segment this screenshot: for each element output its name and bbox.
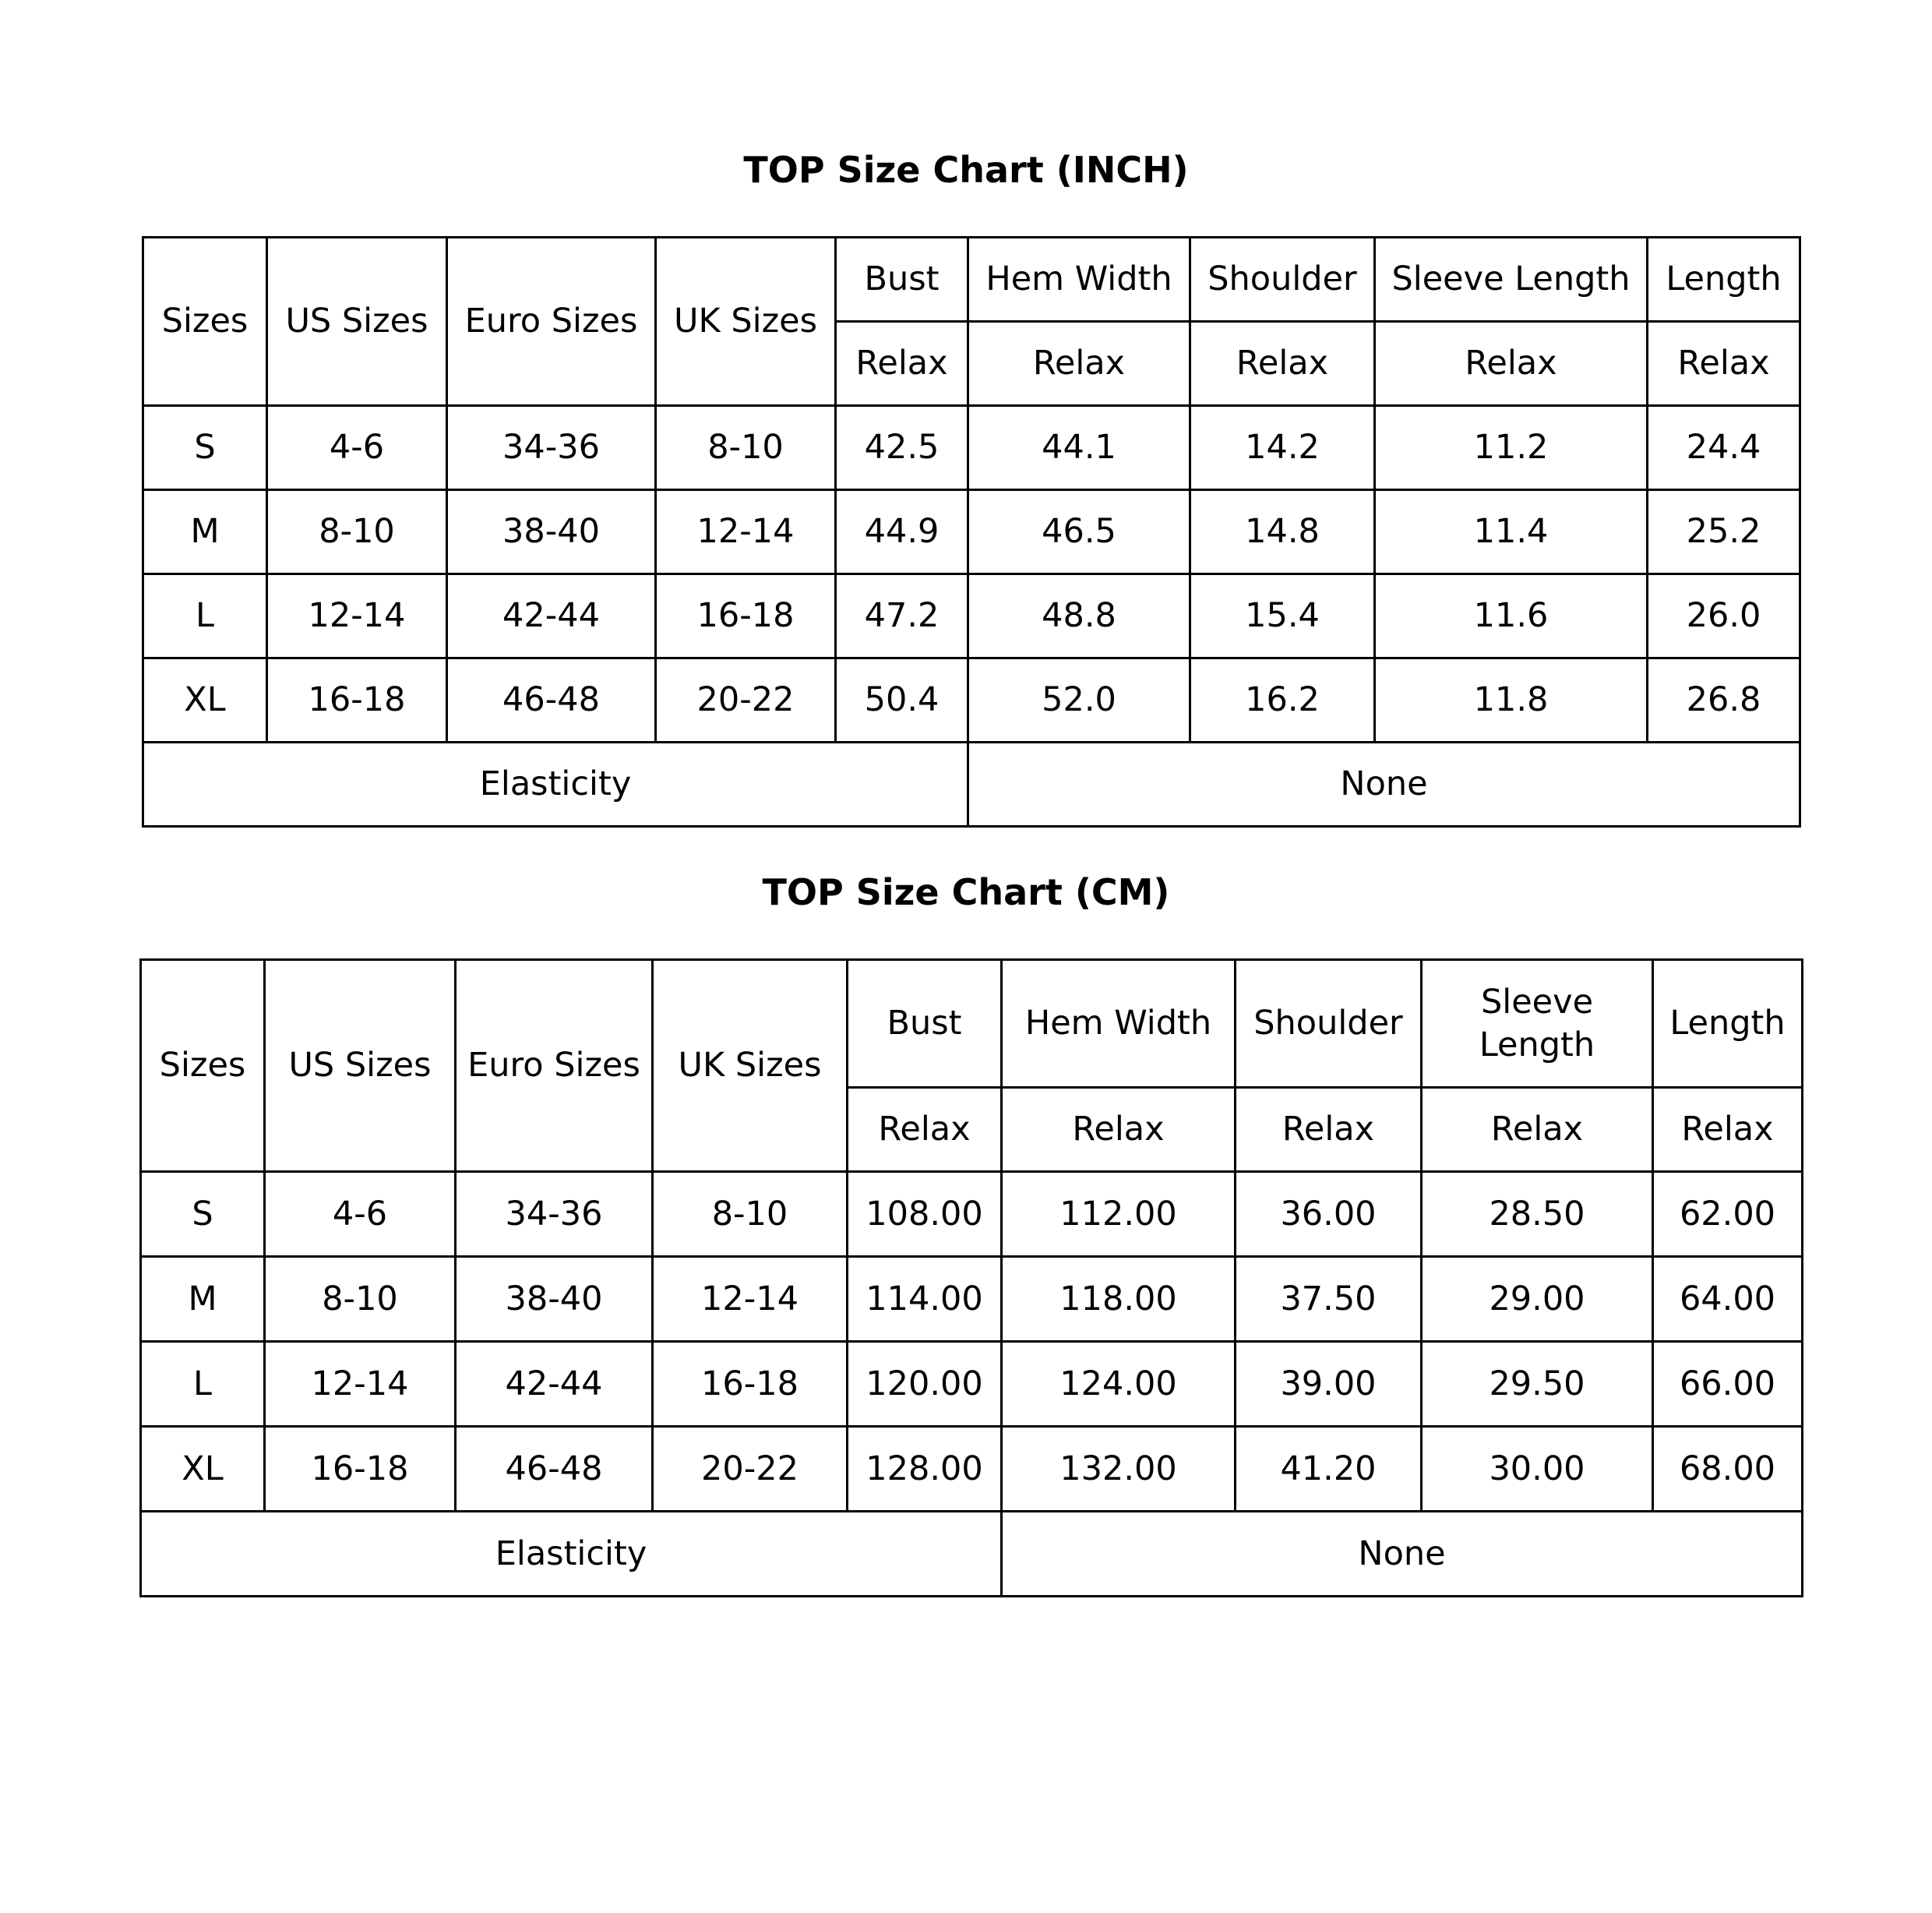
table-cell: 34-36 xyxy=(456,1172,653,1257)
table-row xyxy=(143,490,1800,574)
subheader-cell: Relax xyxy=(1648,322,1800,406)
table-cell: M xyxy=(141,1257,265,1342)
elasticity-label: Elasticity xyxy=(143,743,968,827)
table-cell: 8-10 xyxy=(267,490,447,574)
table-cell: 26.8 xyxy=(1648,658,1800,743)
table-cell: 42.5 xyxy=(836,406,968,490)
table-row xyxy=(141,1172,1803,1257)
table-cell: 124.00 xyxy=(1002,1342,1236,1427)
table-cell: 39.00 xyxy=(1236,1342,1422,1427)
table-cell: 26.0 xyxy=(1648,574,1800,658)
subheader-cell: Relax xyxy=(1236,1088,1422,1172)
table-cell: 14.8 xyxy=(1190,490,1375,574)
header-euro-sizes: Euro Sizes xyxy=(456,960,653,1172)
table-cell: 8-10 xyxy=(265,1257,456,1342)
table-cell: 132.00 xyxy=(1002,1427,1236,1512)
table-cell: 30.00 xyxy=(1422,1427,1653,1512)
table-cell: 47.2 xyxy=(836,574,968,658)
inch-size-table xyxy=(142,236,1801,828)
table-cell: 16-18 xyxy=(653,1342,848,1427)
header-uk-sizes: UK Sizes xyxy=(656,238,836,406)
table-cell: 34-36 xyxy=(447,406,656,490)
header-sleeve-length: Sleeve Length xyxy=(1422,960,1653,1088)
table-cell: 42-44 xyxy=(456,1342,653,1427)
header-sizes: Sizes xyxy=(141,960,265,1172)
table-cell: 46.5 xyxy=(968,490,1190,574)
table-cell: 25.2 xyxy=(1648,490,1800,574)
table-cell: 46-48 xyxy=(447,658,656,743)
subheader-cell: Relax xyxy=(848,1088,1002,1172)
table-cell: 12-14 xyxy=(653,1257,848,1342)
subheader-cell: Relax xyxy=(968,322,1190,406)
table-row xyxy=(143,406,1800,490)
header-hem-width: Hem Width xyxy=(1002,960,1236,1088)
table-cell: 28.50 xyxy=(1422,1172,1653,1257)
header-uk-sizes: UK Sizes xyxy=(653,960,848,1172)
header-sleeve-length: Sleeve Length xyxy=(1375,238,1648,322)
elasticity-label: Elasticity xyxy=(141,1512,1002,1597)
elasticity-value: None xyxy=(968,743,1800,827)
table-cell: 42-44 xyxy=(447,574,656,658)
header-bust: Bust xyxy=(848,960,1002,1088)
table-cell: 50.4 xyxy=(836,658,968,743)
table-cell: 20-22 xyxy=(653,1427,848,1512)
table-cell: 16-18 xyxy=(267,658,447,743)
table-cell: 15.4 xyxy=(1190,574,1375,658)
header-us-sizes: US Sizes xyxy=(265,960,456,1172)
table-cell: 12-14 xyxy=(656,490,836,574)
table-cell: 68.00 xyxy=(1653,1427,1803,1512)
table-row xyxy=(143,574,1800,658)
cm-chart-title: TOP Size Chart (CM) xyxy=(762,871,1170,913)
table-cell: 8-10 xyxy=(656,406,836,490)
table-cell: 12-14 xyxy=(267,574,447,658)
table-cell: 11.6 xyxy=(1375,574,1648,658)
subheader-cell: Relax xyxy=(1375,322,1648,406)
header-shoulder: Shoulder xyxy=(1236,960,1422,1088)
table-cell: 12-14 xyxy=(265,1342,456,1427)
table-cell: 38-40 xyxy=(456,1257,653,1342)
header-length: Length xyxy=(1648,238,1800,322)
table-cell: 14.2 xyxy=(1190,406,1375,490)
table-cell: 29.50 xyxy=(1422,1342,1653,1427)
header-shoulder: Shoulder xyxy=(1190,238,1375,322)
table-cell: 11.2 xyxy=(1375,406,1648,490)
table-cell: S xyxy=(141,1172,265,1257)
table-cell: XL xyxy=(143,658,267,743)
header-sizes: Sizes xyxy=(143,238,267,406)
table-cell: 37.50 xyxy=(1236,1257,1422,1342)
table-row xyxy=(141,1342,1803,1427)
table-cell: 108.00 xyxy=(848,1172,1002,1257)
table-cell: 29.00 xyxy=(1422,1257,1653,1342)
table-cell: 66.00 xyxy=(1653,1342,1803,1427)
table-cell: 62.00 xyxy=(1653,1172,1803,1257)
table-row xyxy=(141,1257,1803,1342)
table-cell: 4-6 xyxy=(265,1172,456,1257)
table-cell: S xyxy=(143,406,267,490)
table-cell: 16-18 xyxy=(656,574,836,658)
table-cell: M xyxy=(143,490,267,574)
table-cell: 16.2 xyxy=(1190,658,1375,743)
table-cell: 38-40 xyxy=(447,490,656,574)
table-cell: 46-48 xyxy=(456,1427,653,1512)
header-bust: Bust xyxy=(836,238,968,322)
header-euro-sizes: Euro Sizes xyxy=(447,238,656,406)
table-cell: 52.0 xyxy=(968,658,1190,743)
table-cell: 44.9 xyxy=(836,490,968,574)
table-cell: 48.8 xyxy=(968,574,1190,658)
table-cell: 41.20 xyxy=(1236,1427,1422,1512)
inch-chart-title: TOP Size Chart (INCH) xyxy=(743,149,1189,191)
header-row xyxy=(143,238,1800,322)
table-cell: 114.00 xyxy=(848,1257,1002,1342)
table-cell: 64.00 xyxy=(1653,1257,1803,1342)
table-cell: 4-6 xyxy=(267,406,447,490)
header-us-sizes: US Sizes xyxy=(267,238,447,406)
table-cell: 120.00 xyxy=(848,1342,1002,1427)
table-cell: 8-10 xyxy=(653,1172,848,1257)
table-cell: 11.4 xyxy=(1375,490,1648,574)
subheader-cell: Relax xyxy=(1002,1088,1236,1172)
header-length: Length xyxy=(1653,960,1803,1088)
header-hem-width: Hem Width xyxy=(968,238,1190,322)
header-row xyxy=(141,960,1803,1088)
table-cell: 20-22 xyxy=(656,658,836,743)
table-cell: 128.00 xyxy=(848,1427,1002,1512)
subheader-cell: Relax xyxy=(1422,1088,1653,1172)
subheader-cell: Relax xyxy=(836,322,968,406)
table-cell: 24.4 xyxy=(1648,406,1800,490)
cm-size-table xyxy=(139,958,1803,1597)
subheader-cell: Relax xyxy=(1190,322,1375,406)
table-cell: 44.1 xyxy=(968,406,1190,490)
table-cell: 11.8 xyxy=(1375,658,1648,743)
table-cell: 36.00 xyxy=(1236,1172,1422,1257)
table-cell: L xyxy=(143,574,267,658)
table-cell: 16-18 xyxy=(265,1427,456,1512)
elasticity-row xyxy=(141,1512,1803,1597)
table-cell: L xyxy=(141,1342,265,1427)
table-cell: XL xyxy=(141,1427,265,1512)
elasticity-row xyxy=(143,743,1800,827)
table-row xyxy=(143,658,1800,743)
table-cell: 112.00 xyxy=(1002,1172,1236,1257)
table-cell: 118.00 xyxy=(1002,1257,1236,1342)
elasticity-value: None xyxy=(1002,1512,1803,1597)
table-row xyxy=(141,1427,1803,1512)
subheader-cell: Relax xyxy=(1653,1088,1803,1172)
